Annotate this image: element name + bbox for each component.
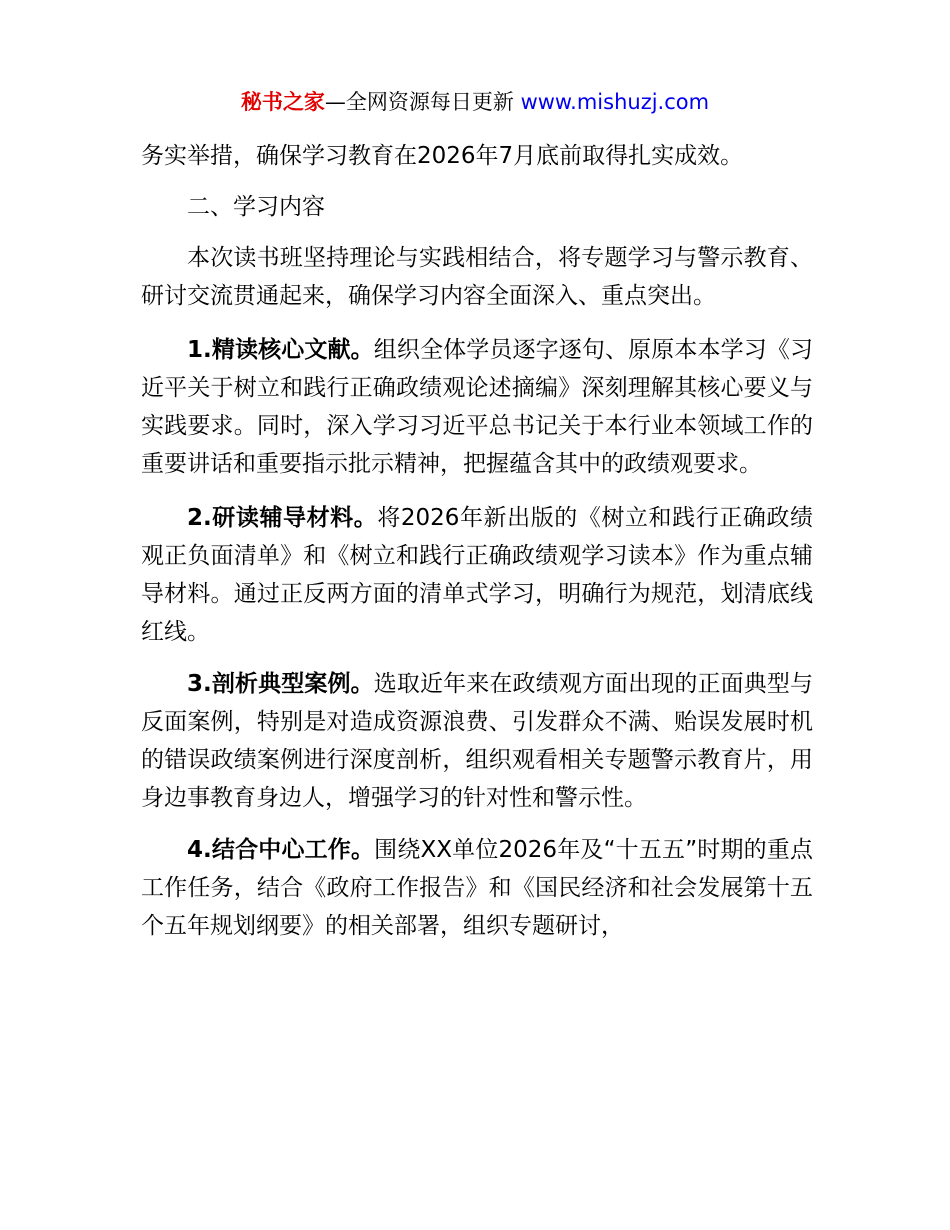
header-site-link[interactable]: www.mishuzj.com (520, 90, 710, 114)
header-brand: 秘书之家 (240, 90, 325, 114)
paragraph-lead: 3.剖析典型案例。 (187, 671, 374, 697)
paragraph-lead: 2.研读辅导材料。 (187, 505, 378, 531)
section-heading-text: 二、学习内容 (187, 194, 325, 220)
paragraph-item-3 (141, 665, 813, 817)
paragraph-item-4 (141, 831, 813, 945)
paragraph-text: 务实举措，确保学习教育在2026年7月底前取得扎实成效。 (141, 143, 744, 169)
paragraph-item-1 (141, 331, 813, 483)
paragraph-lead: 4.结合中心工作。 (187, 837, 375, 863)
document-body (141, 137, 813, 945)
paragraph-continuation (141, 137, 813, 175)
paragraph-text: 选取近年来在政绩观方面出现的正面典型与反面案例，特别是对造成资源浪费、引发群众不满、贻误发展时机的错误政绩案例进行深度剖析，组织观看相关专题警示教育片，用身边事教育身边人，增强学习的针对性和警示性。 (141, 671, 813, 811)
paragraph-text: 本次读书班坚持理论与实践相结合，将专题学习与警示教育、研讨交流贯通起来，确保学习内容全面深入、重点突出。 (141, 245, 813, 309)
paragraph-lead: 1.精读核心文献。 (187, 337, 374, 363)
paragraph-text: 将2026年新出版的《树立和践行正确政绩观正负面清单》和《树立和践行正确政绩观学习读本》作为重点辅导材料。通过正反两方面的清单式学习，明确行为规范，划清底线红线。 (141, 505, 813, 645)
paragraph-text: 围绕XX单位2026年及“十五五”时期的重点工作任务，结合《政府工作报告》和《国民经济和社会发展第十五个五年规划纲要》的相关部署，组织专题研讨， (141, 837, 813, 939)
paragraph-text: 组织全体学员逐字逐句、原原本本学习《习近平关于树立和践行正确政绩观论述摘编》深刻理解其核心要义与实践要求。同时，深入学习习近平总书记关于本行业本领域工作的重要讲话和重要指示批示精神，把握蕴含其中的政绩观要求。 (141, 337, 813, 477)
page-header (0, 86, 950, 118)
paragraph-item-2 (141, 499, 813, 651)
paragraph-intro (141, 239, 813, 315)
section-heading (141, 188, 813, 226)
header-slogan: —全网资源每日更新 (324, 90, 514, 114)
